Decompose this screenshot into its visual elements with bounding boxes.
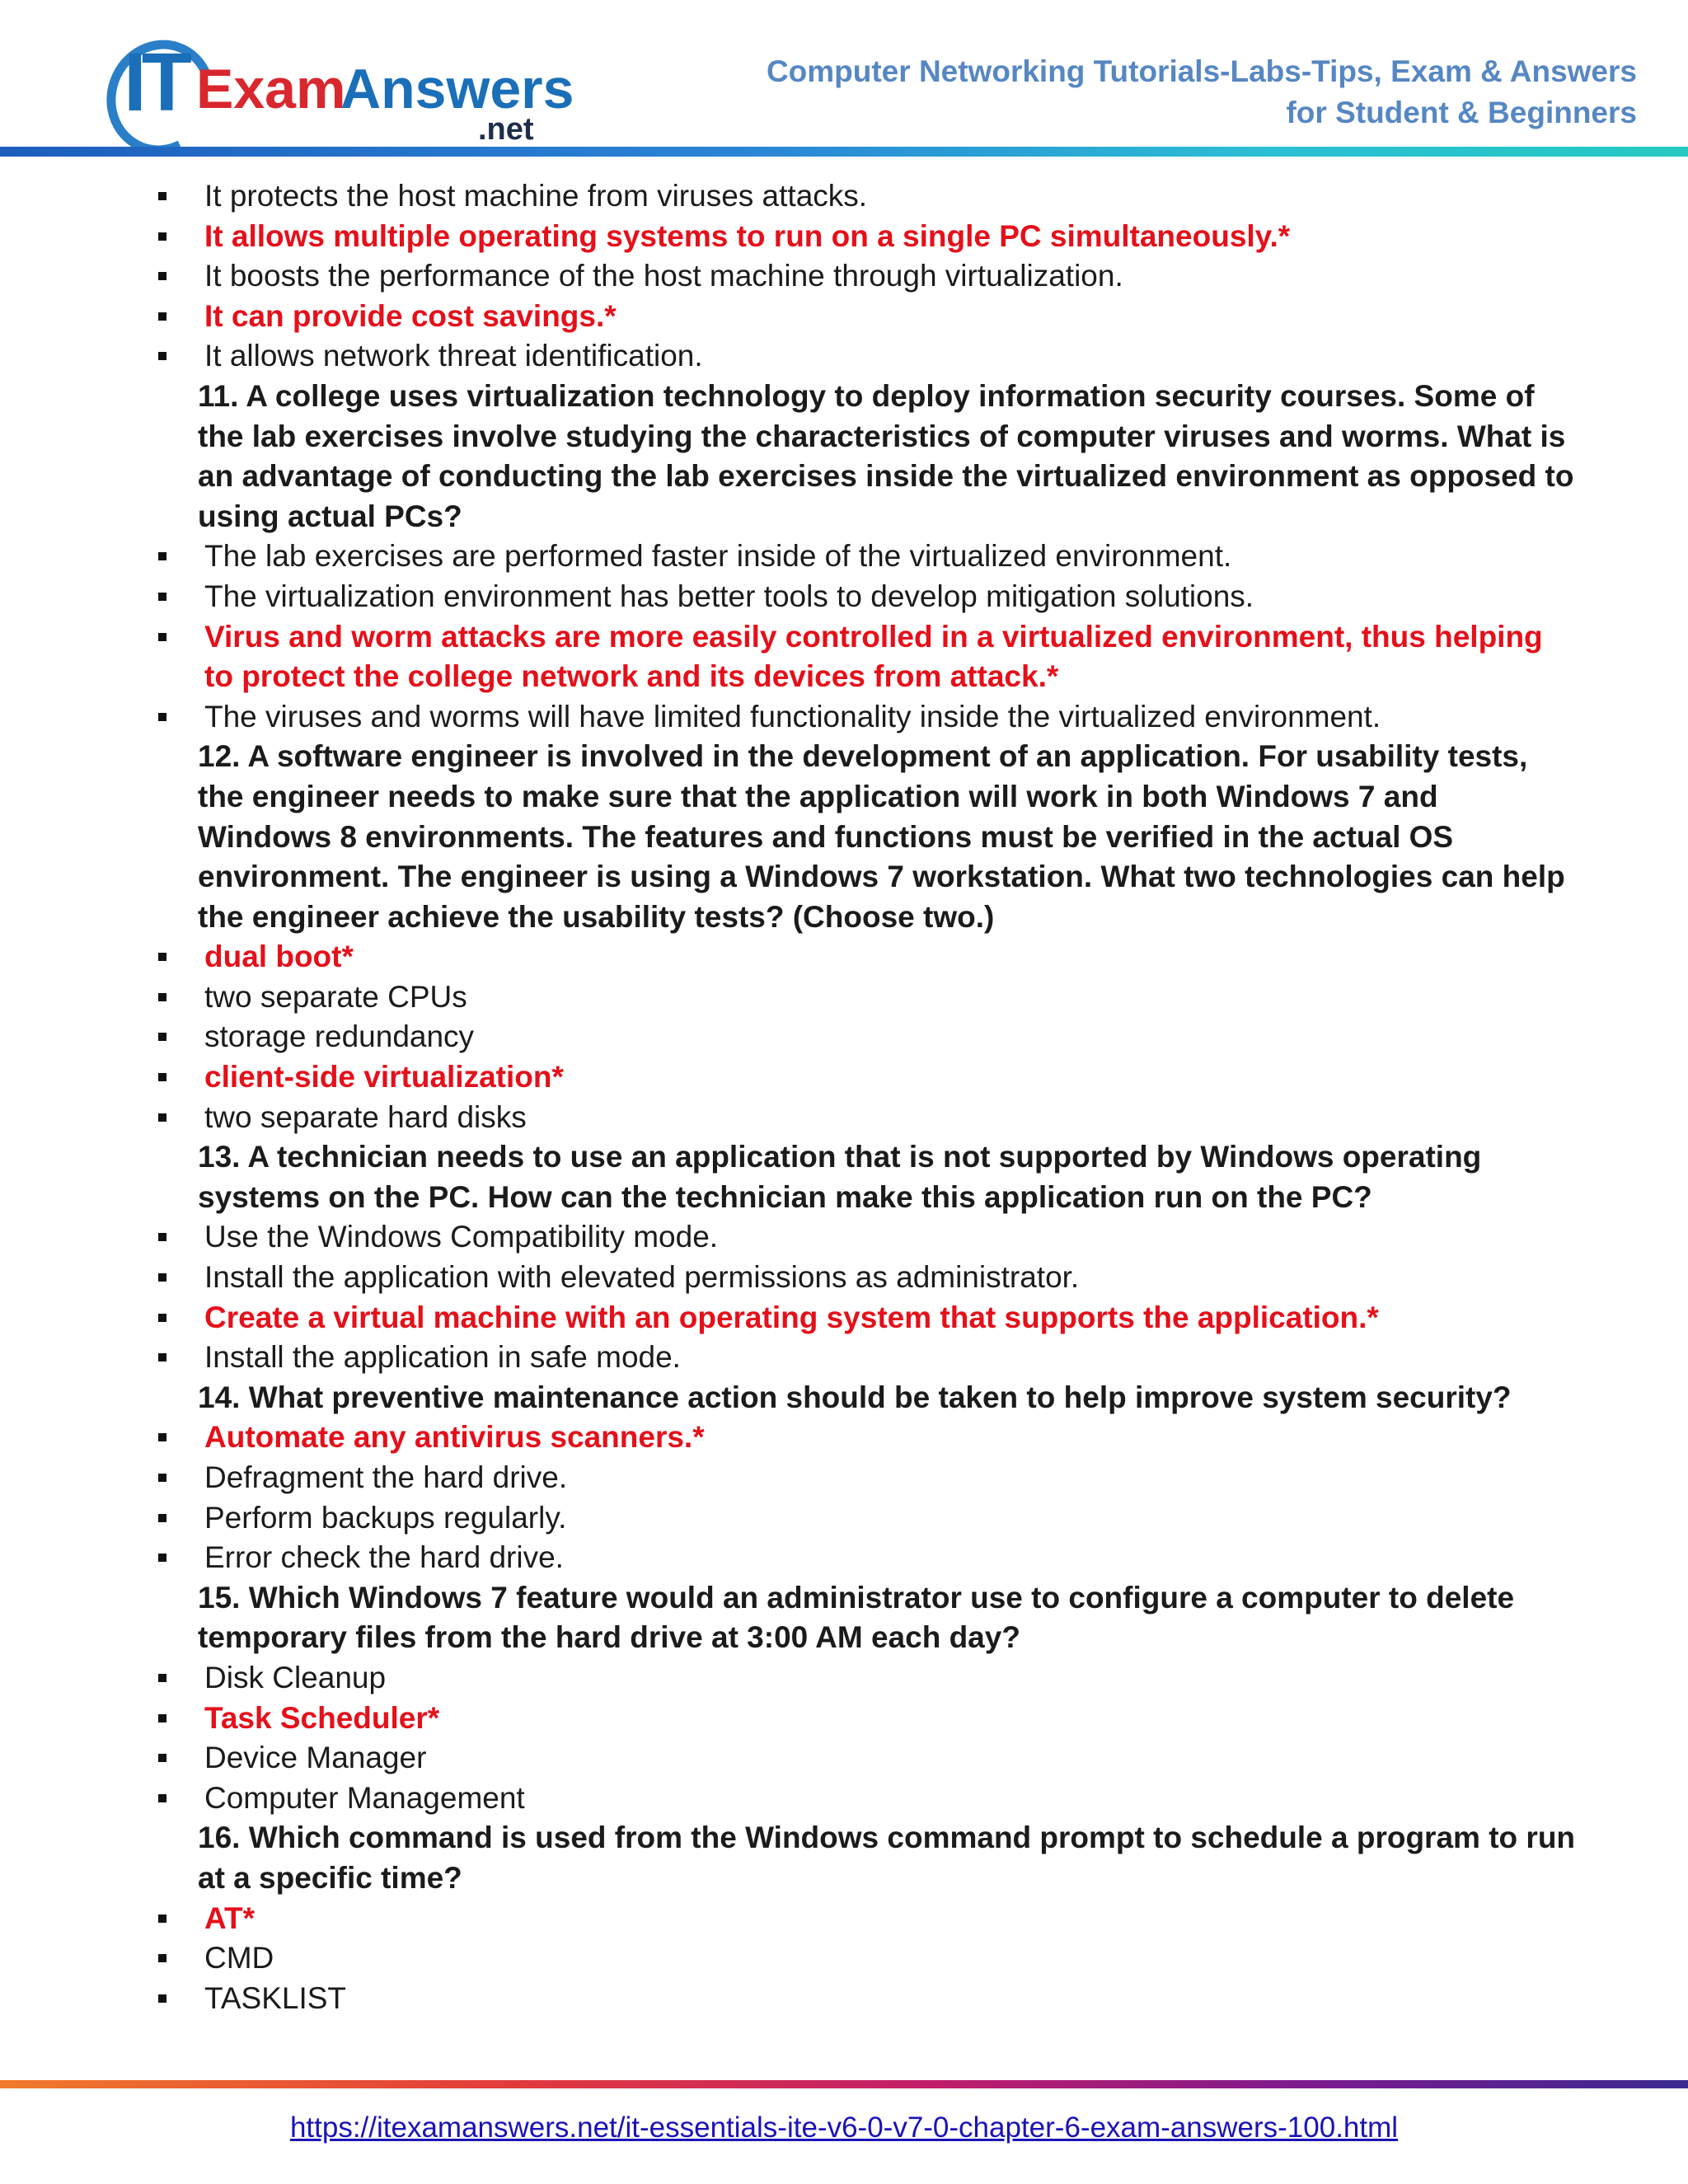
bullet-icon xyxy=(158,272,166,280)
answer-option-correct xyxy=(204,1418,1688,1458)
bullet-icon xyxy=(158,713,166,721)
answer-option-correct xyxy=(204,297,1688,337)
bullet-icon xyxy=(158,1113,166,1122)
line-text: AT* xyxy=(204,1900,255,1935)
line-text: Install the application with elevated permissions as administrator. xyxy=(204,1260,1080,1295)
question-text xyxy=(198,737,1688,777)
bullet-icon xyxy=(158,312,166,321)
line-text: 15. Which Windows 7 feature would an administrator use to configure a computer to delete xyxy=(198,1580,1515,1615)
line-text: Error check the hard drive. xyxy=(204,1540,564,1575)
site-logo[interactable] xyxy=(107,31,574,147)
bullet-icon xyxy=(158,352,166,360)
answer-option xyxy=(204,1658,1688,1699)
line-text: environment. The engineer is using a Windows 7 workstation. What two technologies can help xyxy=(198,860,1565,894)
answer-option-correct xyxy=(204,1899,1688,1939)
exam-content xyxy=(0,176,1688,2018)
bullet-icon xyxy=(158,1754,166,1762)
bullet-icon xyxy=(158,1514,166,1522)
line-text: It can provide cost savings.* xyxy=(204,298,617,333)
line-text: Device Manager xyxy=(204,1741,427,1775)
line-text: Virus and worm attacks are more easily controlled in a virtualized environment, thus helping xyxy=(204,619,1543,654)
line-text: Create a virtual machine with an operating system that supports the application.* xyxy=(204,1300,1379,1334)
answer-option xyxy=(204,977,1688,1018)
answer-option xyxy=(204,256,1688,297)
line-text: storage redundancy xyxy=(204,1019,475,1054)
line-text: client-side virtualization* xyxy=(204,1060,564,1094)
bullet-icon xyxy=(158,1273,166,1282)
answer-option-continuation xyxy=(204,657,1688,697)
answer-option xyxy=(204,1098,1688,1138)
bullet-icon xyxy=(158,1353,166,1361)
answer-option xyxy=(204,697,1688,738)
answer-option-correct xyxy=(204,1699,1688,1739)
bullet-icon xyxy=(158,1073,166,1081)
answer-option xyxy=(204,1979,1688,2019)
answer-option xyxy=(204,1498,1688,1539)
line-text: the engineer achieve the usability tests? (Choose two.) xyxy=(198,899,995,934)
question-text xyxy=(198,417,1688,457)
answer-option xyxy=(204,1538,1688,1578)
bullet-icon xyxy=(158,1474,166,1482)
bullet-icon xyxy=(158,1915,166,1923)
header-divider xyxy=(0,147,1688,157)
question-text xyxy=(198,1578,1688,1619)
line-text: Perform backups regularly. xyxy=(204,1500,567,1535)
question-text xyxy=(198,457,1688,497)
bullet-icon xyxy=(158,1994,166,2003)
bullet-icon xyxy=(158,953,166,961)
line-text: temporary files from the hard drive at 3:00 AM each day? xyxy=(198,1620,1020,1655)
line-text: The virtualization environment has better tools to develop mitigation solutions. xyxy=(204,579,1254,613)
line-text: systems on the PC. How can the technician make this application run on the PC? xyxy=(198,1179,1372,1214)
answer-option xyxy=(204,1738,1688,1779)
footer-divider xyxy=(0,2080,1688,2088)
bullet-icon xyxy=(158,232,166,241)
logo-answers-text: Answers xyxy=(340,58,574,120)
bullet-icon xyxy=(158,1233,166,1241)
source-link[interactable]: https://itexamanswers.net/it-essentials-ite-v6-0-v7-0-chapter-6-exam-answers-100.html xyxy=(289,2111,1399,2144)
line-text: It protects the host machine from viruses attacks. xyxy=(204,179,868,213)
line-text: Task Scheduler* xyxy=(204,1700,440,1735)
question-text xyxy=(198,898,1688,938)
answer-option xyxy=(204,1258,1688,1298)
line-text: the engineer needs to make sure that the application will work in both Windows 7 and xyxy=(198,779,1438,813)
line-text: 11. A college uses virtualization technology to deploy information security courses. Some of xyxy=(198,378,1535,413)
line-text: Automate any antivirus scanners.* xyxy=(204,1420,705,1455)
line-text: an advantage of conducting the lab exercises inside the virtualized environment as opposed to xyxy=(198,459,1574,494)
line-text: two separate hard disks xyxy=(204,1099,527,1134)
line-text: It boosts the performance of the host machine through virtualization. xyxy=(204,259,1123,293)
question-text xyxy=(198,1858,1688,1899)
answer-option xyxy=(204,1217,1688,1258)
line-text: 14. What preventive maintenance action should be taken to help improve system security? xyxy=(198,1380,1512,1414)
tagline-line-1: Computer Networking Tutorials-Labs-Tips, Exam & Answers xyxy=(766,54,1637,88)
answer-option xyxy=(204,336,1688,377)
line-text: The viruses and worms will have limited functionality inside the virtualized environment. xyxy=(204,699,1381,733)
bullet-icon xyxy=(158,633,166,641)
line-text: Windows 8 environments. The features and functions must be verified in the actual OS xyxy=(198,819,1454,854)
line-text: using actual PCs? xyxy=(198,499,462,533)
bullet-icon xyxy=(158,993,166,1001)
question-text xyxy=(198,497,1688,537)
line-text: It allows network threat identification. xyxy=(204,339,703,373)
line-text: Disk Cleanup xyxy=(204,1660,387,1694)
tagline-line-2: for Student & Beginners xyxy=(1286,96,1637,129)
answer-option-correct xyxy=(204,617,1688,658)
question-text xyxy=(198,1178,1688,1218)
line-text: Install the application in safe mode. xyxy=(204,1340,681,1375)
bullet-icon xyxy=(158,552,166,560)
answer-option xyxy=(204,176,1688,217)
question-text xyxy=(198,777,1688,818)
line-text: at a specific time? xyxy=(198,1860,462,1895)
question-text xyxy=(198,1818,1688,1858)
line-text: to protect the college network and its devices from attack.* xyxy=(204,659,1059,694)
logo-exam-text: Exam xyxy=(196,58,346,120)
question-text xyxy=(198,1618,1688,1658)
question-text xyxy=(198,818,1688,858)
line-text: the lab exercises involve studying the characteristics of computer viruses and worms. What is xyxy=(198,419,1566,453)
line-text: Defragment the hard drive. xyxy=(204,1460,568,1494)
question-text xyxy=(198,1378,1688,1418)
bullet-icon xyxy=(158,1954,166,1962)
answer-option xyxy=(204,1458,1688,1498)
bullet-icon xyxy=(158,192,166,200)
line-text: dual boot* xyxy=(204,940,354,974)
line-text: Use the Windows Compatibility mode. xyxy=(204,1220,719,1254)
site-tagline xyxy=(730,51,1637,134)
line-text: TASKLIST xyxy=(204,1980,347,2015)
answer-option xyxy=(204,537,1688,577)
answer-option xyxy=(204,1338,1688,1378)
answer-option xyxy=(204,1017,1688,1057)
bullet-icon xyxy=(158,1314,166,1322)
page-header xyxy=(0,0,1688,165)
line-text: 12. A software engineer is involved in the development of an application. For usability tests, xyxy=(198,739,1528,774)
line-text: The lab exercises are performed faster inside of the virtualized environment. xyxy=(204,539,1232,574)
answer-option-correct xyxy=(204,1057,1688,1098)
question-text xyxy=(198,377,1688,417)
logo-net-text: .net xyxy=(478,112,534,147)
answer-option-correct xyxy=(204,1298,1688,1338)
line-text: two separate CPUs xyxy=(204,979,467,1014)
line-text: 13. A technician needs to use an application that is not supported by Windows operating xyxy=(198,1140,1482,1174)
line-text: It allows multiple operating systems to run on a single PC simultaneously.* xyxy=(204,218,1291,253)
question-text xyxy=(198,1137,1688,1178)
bullet-icon xyxy=(158,1674,166,1682)
bullet-icon xyxy=(158,1033,166,1041)
bullet-icon xyxy=(158,1433,166,1441)
bullet-icon xyxy=(158,1794,166,1802)
answer-option-correct xyxy=(204,937,1688,977)
bullet-icon xyxy=(158,1554,166,1562)
line-text: Computer Management xyxy=(204,1780,525,1815)
bullet-icon xyxy=(158,593,166,601)
answer-option-correct xyxy=(204,217,1688,257)
bullet-icon xyxy=(158,1714,166,1722)
answer-option xyxy=(204,1779,1688,1819)
line-text: 16. Which command is used from the Windows command prompt to schedule a program to run xyxy=(198,1821,1576,1855)
logo-it-text: IT xyxy=(124,36,187,129)
question-text xyxy=(198,857,1688,898)
answer-option xyxy=(204,577,1688,617)
line-text: CMD xyxy=(204,1941,274,1975)
answer-option xyxy=(204,1938,1688,1979)
